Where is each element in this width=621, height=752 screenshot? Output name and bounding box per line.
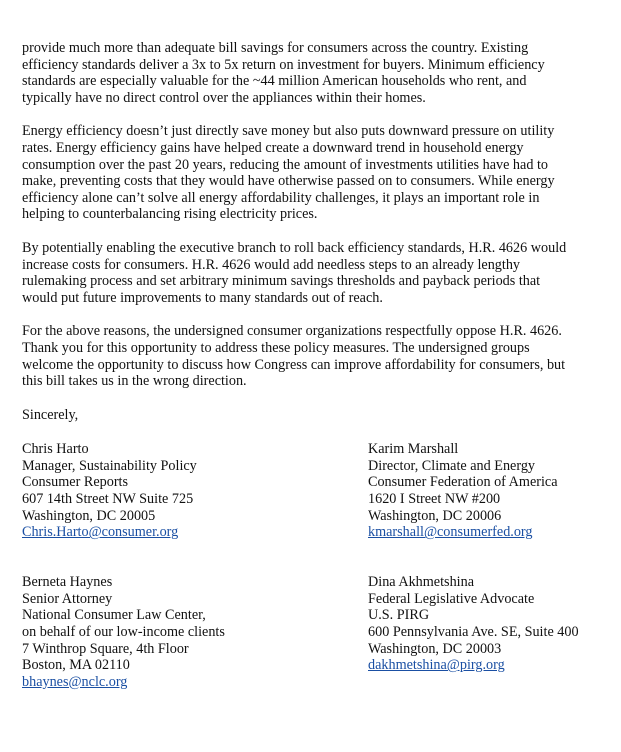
- signatory-title: Federal Legislative Advocate: [368, 590, 535, 607]
- signatory-email-link[interactable]: dakhmetshina@pirg.org: [368, 657, 505, 674]
- signatory-title: Manager, Sustainability Policy: [22, 457, 197, 474]
- signatory-note: on behalf of our low-income clients: [22, 624, 225, 641]
- signatory-title: Director, Climate and Energy: [368, 457, 536, 474]
- signatory-berneta-haynes: [22, 574, 225, 690]
- signatory-address: 600 Pennsylvania Ave. SE, Suite 400: [368, 624, 579, 641]
- signatory-karim-marshall: [368, 441, 558, 541]
- signatory-address: 607 14th Street NW Suite 725: [22, 491, 194, 508]
- signatory-name: Dina Akhmetshina: [368, 574, 474, 591]
- signatory-email-link[interactable]: bhaynes@nclc.org: [22, 673, 128, 690]
- signatory-chris-harto: [22, 441, 197, 541]
- signatory-city: Washington, DC 20005: [22, 507, 156, 524]
- signatory-title: Senior Attorney: [22, 590, 113, 607]
- letter-page: [22, 40, 602, 714]
- closing-salutation: Sincerely,: [22, 406, 79, 423]
- signatory-email-link[interactable]: Chris.Harto@consumer.org: [22, 524, 179, 541]
- signatory-name: Karim Marshall: [368, 441, 459, 458]
- signatory-city: Washington, DC 20003: [368, 640, 502, 657]
- signatory-address: 1620 I Street NW #200: [368, 491, 501, 508]
- signatory-city: Boston, MA 02110: [22, 657, 130, 674]
- signature-row-2: [22, 574, 602, 714]
- signatory-name: Berneta Haynes: [22, 574, 113, 591]
- body-paragraph-4: For the above reasons, the undersigned consumer organizations respectfully oppose H.R. 4626. Thank you for this opportunity to address these policy measures. The undersigned groups welcome the opportunity to discuss how Congress can improve affordability for consumers, but this bill takes us in the wrong direction.: [22, 323, 566, 390]
- body-paragraph-1: provide much more than adequate bill savings for consumers across the country. Existing efficiency standards deliver a 3x to 5x return on investment for buyers. Minimum efficiency standards are especially valuable for the ~44 million American households who rent, and typically have no direct control over the appliances within their homes.: [22, 40, 545, 106]
- signatory-dina-akhmetshina: [368, 574, 579, 674]
- signatory-organization: Consumer Federation of America: [368, 474, 558, 491]
- signatory-organization: U.S. PIRG: [368, 607, 430, 624]
- body-paragraph-3: By potentially enabling the executive branch to roll back efficiency standards, H.R. 4626 would increase costs for consumers. H.R. 4626 would add needless steps to an already lengthy rulemaking process and set arbitrary minimum savings thresholds and payback periods that would put future improvements to many standards out of reach.: [22, 239, 567, 306]
- body-paragraph-2: Energy efficiency doesn’t just directly save money but also puts downward pressure on utility rates. Energy efficiency gains have helped create a downward trend in household energy consumption over the past 20 years, reducing the amount of investments utilities have had to make, preventing costs that they would have otherwise passed on to consumers. While energy efficiency alone can’t solve all energy affordability challenges, it plays an important role in helping to counterbalancing rising electricity prices.: [22, 123, 555, 223]
- signature-block: [22, 441, 602, 714]
- signatory-email-link[interactable]: kmarshall@consumerfed.org: [368, 524, 533, 541]
- signature-row-1: [22, 441, 602, 574]
- signatory-organization: National Consumer Law Center,: [22, 607, 206, 624]
- signatory-name: Chris Harto: [22, 441, 89, 458]
- signatory-city: Washington, DC 20006: [368, 507, 502, 524]
- signatory-organization: Consumer Reports: [22, 474, 129, 491]
- signatory-address: 7 Winthrop Square, 4th Floor: [22, 640, 189, 657]
